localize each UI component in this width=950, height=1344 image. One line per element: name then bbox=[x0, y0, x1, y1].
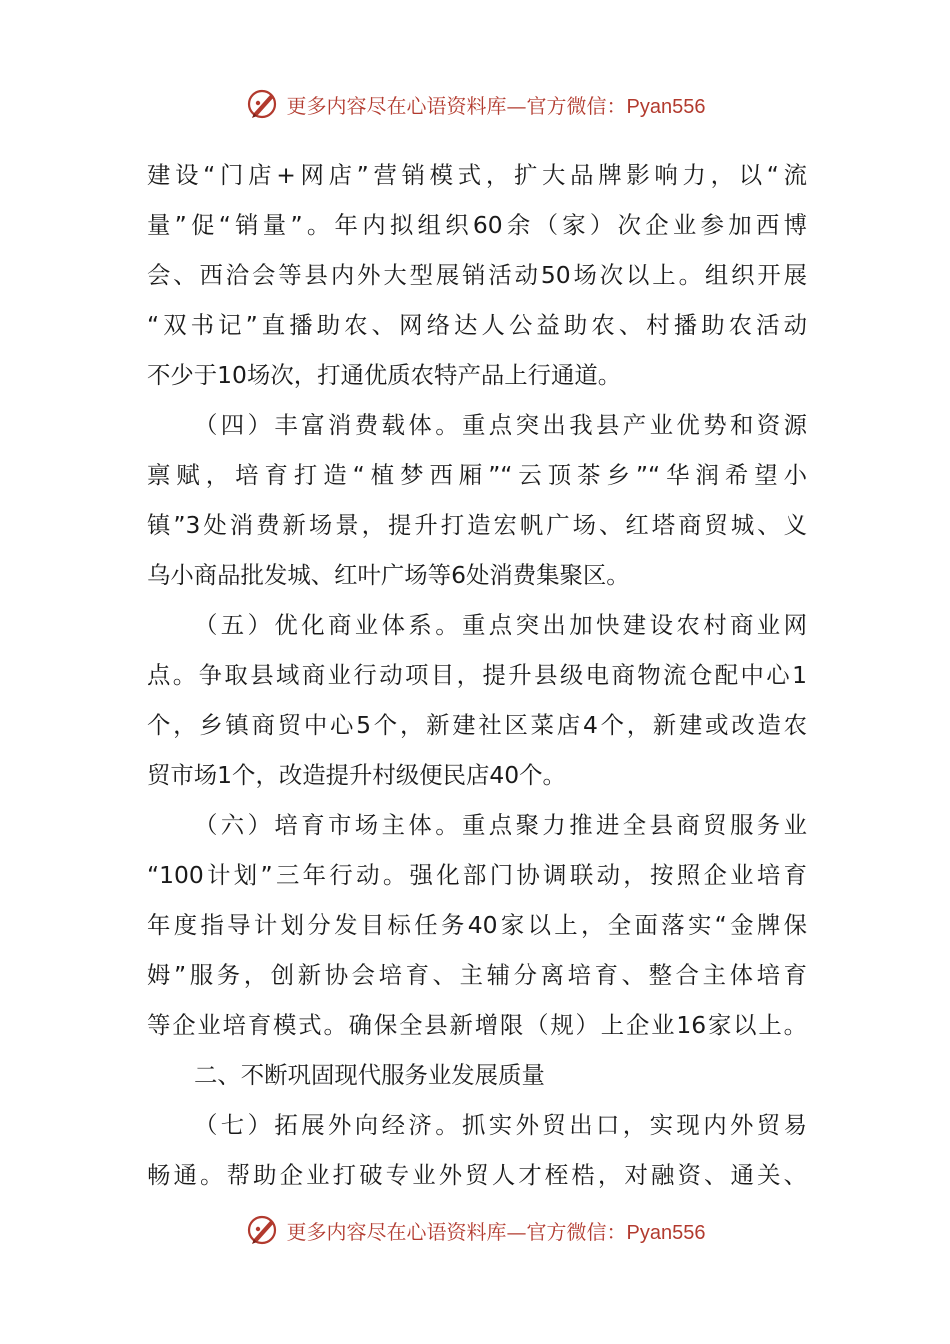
text-line: “100计划”三年行动。强化部门协调联动，按照企业培育 bbox=[147, 861, 807, 889]
text-line: 会、西洽会等县内外大型展销活动50场次以上。组织开展 bbox=[147, 261, 807, 289]
footer-watermark bbox=[0, 1210, 950, 1250]
text-line: （四）丰富消费载体。重点突出我县产业优势和资源 bbox=[194, 411, 807, 439]
text-line: （七）拓展外向经济。抓实外贸出口，实现内外贸易 bbox=[194, 1111, 807, 1139]
document-body bbox=[147, 150, 807, 1200]
text-line: 乌小商品批发城、红叶广场等6处消费集聚区。 bbox=[147, 561, 630, 589]
watermark-text: 更多内容尽在心语资料库—官方微信：Pyan556 bbox=[286, 1219, 706, 1244]
pen-logo-icon bbox=[245, 1212, 281, 1248]
text-line: 年度指导计划分发目标任务40家以上，全面落实“金牌保 bbox=[147, 911, 807, 939]
text-line: 镇”3处消费新场景，提升打造宏帆广场、红塔商贸城、义 bbox=[147, 511, 807, 539]
wechat-id: Pyan556 bbox=[626, 95, 706, 118]
text-line: 贸市场1个，改造提升村级便民店40个。 bbox=[147, 761, 566, 789]
text-line: 不少于10场次，打通优质农特产品上行通道。 bbox=[147, 361, 622, 389]
text-line: 等企业培育模式。确保全县新增限（规）上企业16家以上。 bbox=[147, 1011, 807, 1039]
text-line: 姆”服务，创新协会培育、主辅分离培育、整合主体培育 bbox=[147, 961, 807, 989]
text-line: 建设“门店+网店”营销模式，扩大品牌影响力，以“流 bbox=[147, 161, 807, 189]
text-line: 点。争取县域商业行动项目，提升县级电商物流仓配中心1 bbox=[147, 661, 807, 689]
watermark-text: 更多内容尽在心语资料库—官方微信：Pyan556 bbox=[286, 93, 706, 118]
text-line: 畅通。帮助企业打破专业外贸人才桎梏，对融资、通关、 bbox=[147, 1161, 807, 1189]
header-watermark bbox=[0, 84, 950, 124]
text-line: 个，乡镇商贸中心5个，新建社区菜店4个，新建或改造农 bbox=[147, 711, 807, 739]
pen-logo-icon bbox=[245, 86, 281, 122]
text-line: （五）优化商业体系。重点突出加快建设农村商业网 bbox=[194, 611, 807, 639]
section-heading: 二、不断巩固现代服务业发展质量 bbox=[194, 1061, 545, 1089]
wechat-id: Pyan556 bbox=[626, 1221, 706, 1244]
text-line: 禀赋，培育打造“植梦西厢”“云顶茶乡”“华润希望小 bbox=[147, 461, 807, 489]
text-line: （六）培育市场主体。重点聚力推进全县商贸服务业 bbox=[194, 811, 807, 839]
text-line: 量”促“销量”。年内拟组织60余（家）次企业参加西博 bbox=[147, 211, 807, 239]
text-line: “双书记”直播助农、网络达人公益助农、村播助农活动 bbox=[147, 311, 807, 339]
